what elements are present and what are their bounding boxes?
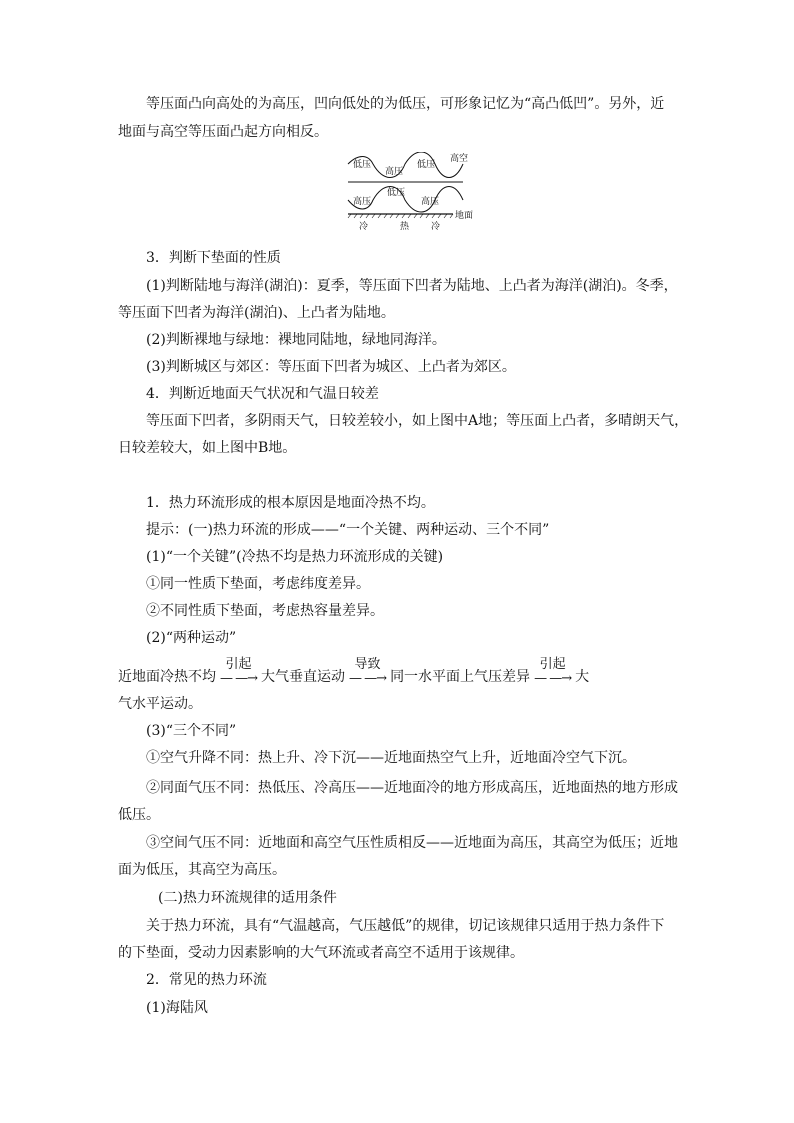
flow-chain [118,656,589,686]
flow-arrow-3 [534,658,571,686]
part1-key-title: (1)“一个关键”(冷热不均是热力环流形成的关键) [146,549,444,565]
arrow-right-icon: — —→ [534,671,572,686]
ground-hatch [348,214,453,218]
part1-rule-b: 的下垫面，受动力因素影响的大气环流或者高空不适用于该规律。 [118,945,524,961]
section3-item3: (3)判断城区与郊区：等压面下凹者为城区、上凸者为郊区。 [146,359,516,375]
flow-step-5: 气水平运动。 [118,696,202,712]
arrow-right-icon: — —→ [349,671,387,686]
section3-item1-a: (1)判断陆地与海洋(湖泊)：夏季，等压面下凹者为陆地、上凸者为海洋(湖泊)。冬季， [146,278,678,294]
part2-title: 2．常见的热力环流 [146,972,267,988]
intro-line-1: 等压面凸向高处的为高压，凹向低处的为低压，可形象记忆为“高凸低凹”。另外，近 [146,96,665,112]
section3-item1-b: 等压面下凹者为海洋(湖泊)、上凸者为陆地。 [118,305,395,321]
label-bot-left: 高压 [353,197,372,207]
part1-diff-2a: ②同面气压不同：热低压、冷高压——近地面冷的地方形成高压，近地面热的地方形成 [146,780,678,796]
part1-motion-title: (2)“两种运动” [146,630,237,646]
label-high-altitude: 高空 [450,154,469,164]
part1-hint: 提示：(一)热力环流的形成——“一个关键、两种运动、三个不同” [146,522,550,538]
flow-arrow-1-label: 引起 [225,657,252,672]
label-bot-right: 高压 [421,197,440,207]
label-hot: 热 [400,222,410,232]
section4-text-a: 等压面下凹者，多阴雨天气，日较差较小，如上图中A地；等压面上凸者，多晴朗天气， [146,413,689,429]
section3-item2: (2)判断裸地与绿地：裸地同陆地，绿地同海洋。 [146,332,446,348]
part1-key-2: ②不同性质下垫面，考虑热容量差异。 [146,603,384,619]
part1-rule-a: 关于热力环流，具有“气温越高，气压越低”的规律，切记该规律只适用于热力条件下 [146,918,665,934]
arrow-right-icon: — —→ [220,671,258,686]
part2-item1: (1)海陆风 [146,1000,208,1016]
part1-diff-3a: ③空间气压不同：近地面和高空气压性质相反——近地面为高压，其高空为低压；近地 [146,835,678,851]
section4-text-b: 日较差较大，如上图中B地。 [118,440,297,456]
label-cold-1: 冷 [359,222,369,232]
part1-key-1: ①同一性质下垫面，考虑纬度差异。 [146,576,370,592]
label-ground: 地面 [455,211,474,221]
part1-diff-3b: 面为低压，其高空为高压。 [118,862,286,878]
flow-arrow-2-label: 导致 [354,657,381,672]
section3-title: 3．判断下垫面的性质 [146,250,281,266]
flow-arrow-3-label: 引起 [539,657,566,672]
flow-step-3: 同一水平面上气压差异 [390,669,531,685]
flow-arrow-1 [220,658,257,686]
flow-step-4: 大 [575,669,590,685]
label-cold-2: 冷 [431,222,441,232]
label-top-mid: 高压 [385,167,404,177]
part1-diff-title: (3)“三个不同” [146,723,237,739]
flow-step-2: 大气垂直运动 [261,669,346,685]
section4-title: 4．判断近地面天气状况和气温日较差 [146,386,379,402]
part1-rule-title: (二)热力环流规律的适用条件 [158,890,337,906]
label-top-right: 低压 [417,160,436,170]
isobaric-surface-diagram [343,152,483,232]
part1-diff-2b: 低压。 [118,807,160,823]
part1-title: 1．热力环流形成的根本原因是地面冷热不均。 [146,495,435,511]
intro-line-2: 地面与高空等压面凸起方向相反。 [118,124,328,140]
part1-diff-1: ①空气升降不同：热上升、冷下沉——近地面热空气上升，近地面冷空气下沉。 [146,750,636,766]
flow-arrow-2 [349,658,386,686]
label-bot-mid: 低压 [387,188,406,198]
label-top-left: 低压 [353,160,372,170]
flow-step-1: 近地面冷热不均 [118,669,216,685]
